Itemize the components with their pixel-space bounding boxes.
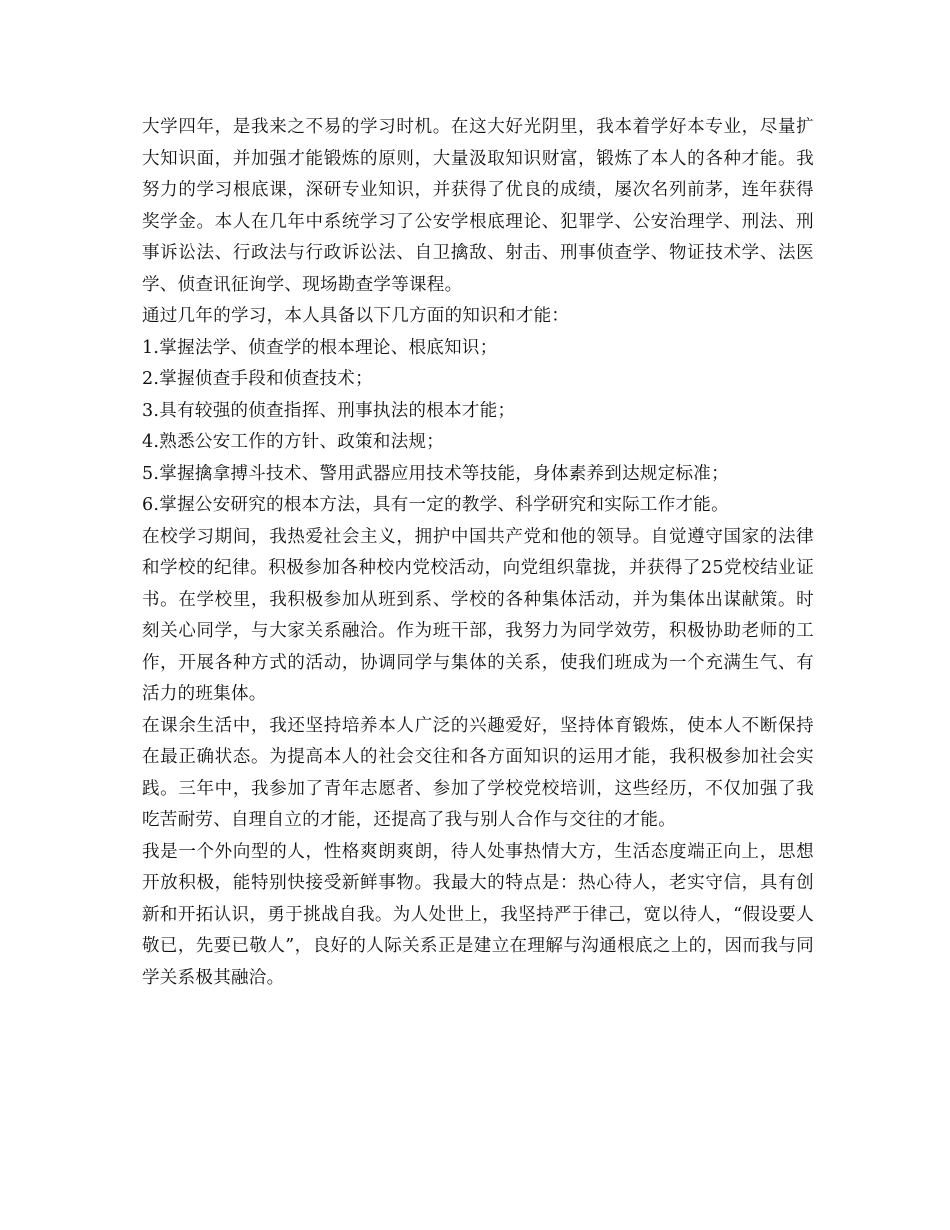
list-item-ability-1: 1.掌握法学、侦查学的根本理论、根底知识； xyxy=(142,337,498,358)
list-item-ability-6: 6.掌握公安研究的根本方法，具有一定的教学、科学研究和实际工作才能。 xyxy=(142,495,729,515)
document-body xyxy=(142,112,814,994)
list-item-ability-5: 5.掌握擒拿搏斗技术、警用武器应用技术等技能，身体素养到达规定标准； xyxy=(142,463,729,484)
list-item-ability-3: 3.具有较强的侦查指挥、刑事执法的根本才能； xyxy=(142,400,516,421)
list-item-ability-2: 2.掌握侦查手段和侦查技术； xyxy=(142,369,373,389)
paragraph-extracurricular: 在课余生活中，我还坚持培养本人广泛的兴趣爱好，坚持体育锻炼，使本人不断保持在最正确状态。为提高本人的社会交往和各方面知识的运用才能，我积极参加社会实践。三年中，我参加了青年志愿者、参加了学校党校培训，这些经历，不仅加强了我吃苦耐劳、自理自立的才能，还提高了我与别人合作与交往的才能。 xyxy=(142,715,814,830)
list-item-ability-4: 4.熟悉公安工作的方针、政策和法规； xyxy=(142,432,445,452)
paragraph-personality: 我是一个外向型的人，性格爽朗爽朗，待人处事热情大方，生活态度端正向上，思想开放积极，能特别快接受新鲜事物。我最大的特点是：热心待人，老实守信，具有创新和开拓认识，勇于挑战自我。为人处世上，我坚持严于律己，宽以待人，“假设要人敬已，先要已敬人”，良好的人际关系正是建立在理解与沟通根底之上的，因而我与同学关系极其融洽。 xyxy=(142,841,814,988)
paragraph-study-overview: 大学四年，是我来之不易的学习时机。在这大好光阴里，我本着学好本专业，尽量扩大知识面，并加强才能锻炼的原则，大量汲取知识财富，锻炼了本人的各种才能。我努力的学习根底课，深研专业知识，并获得了优良的成绩，屡次名列前茅，连年获得奖学金。本人在几年中系统学习了公安学根底理论、犯罪学、公安治理学、刑法、刑事诉讼法、行政法与行政诉讼法、自卫擒敌、射击、刑事侦查学、物证技术学、法医学、侦查讯征询学、现场勘查学等课程。 xyxy=(142,117,814,295)
paragraph-school-activities: 在校学习期间，我热爱社会主义，拥护中国共产党和他的领导。自觉遵守国家的法律和学校的纪律。积极参加各种校内党校活动，向党组织靠拢，并获得了25党校结业证书。在学校里，我积极参加从班到系、学校的各种集体活动，并为集体出谋献策。时刻关心同学，与大家关系融洽。作为班干部，我努力为同学效劳，积极协助老师的工作，开展各种方式的活动，协调同学与集体的关系，使我们班成为一个充满生气、有活力的班集体。 xyxy=(142,526,814,704)
paragraph-abilities-intro: 通过几年的学习，本人具备以下几方面的知识和才能： xyxy=(142,306,570,326)
